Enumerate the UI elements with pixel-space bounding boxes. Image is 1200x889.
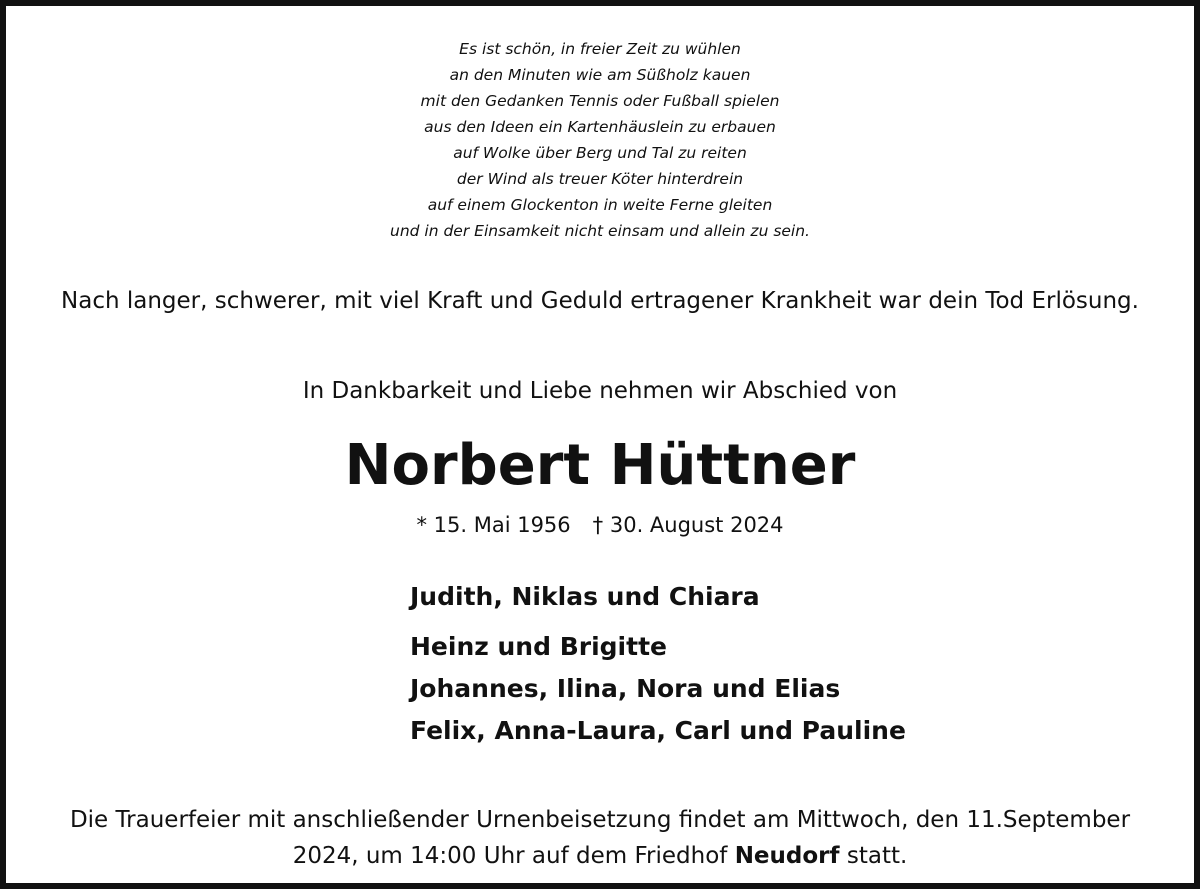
poem-line: Es ist schön, in freier Zeit zu wühlen <box>459 40 741 58</box>
birth-date: * 15. Mai 1956 <box>416 513 571 537</box>
mourner-group: Johannes, Ilina, Nora und Elias <box>410 674 841 703</box>
mourner-group: Judith, Niklas und Chiara <box>410 582 760 611</box>
ceremony-text-end: statt. <box>839 843 908 869</box>
poem-line: mit den Gedanken Tennis oder Fußball spielen <box>420 92 780 110</box>
farewell-text: In Dankbarkeit und Liebe nehmen wir Abschied von <box>302 378 898 404</box>
poem-line: und in der Einsamkeit nicht einsam und allein zu sein. <box>390 222 810 240</box>
poem-line: an den Minuten wie am Süßholz kauen <box>449 66 751 84</box>
life-dates <box>6 510 1194 540</box>
mourners-list <box>410 576 906 752</box>
ceremony-text: Die Trauerfeier mit anschließender Urnenbeisetzung findet am Mittwoch, den 11.September 2024, um 14:00 Uhr auf dem Friedhof <box>69 807 1131 869</box>
ceremony-notice <box>46 802 1154 874</box>
poem-line: aus den Ideen ein Kartenhäuslein zu erbauen <box>424 118 776 136</box>
cemetery-name: Neudorf <box>734 843 840 869</box>
poem-line: der Wind als treuer Köter hinterdrein <box>456 170 744 188</box>
mourner-group: Heinz und Brigitte <box>410 632 667 661</box>
intro-text: Nach langer, schwerer, mit viel Kraft und Geduld ertragener Krankheit war dein Tod Erlösung. <box>61 288 1139 314</box>
poem-line: auf Wolke über Berg und Tal zu reiten <box>453 144 747 162</box>
poem <box>6 36 1194 244</box>
poem-line: auf einem Glockenton in weite Ferne gleiten <box>427 196 773 214</box>
death-date: † 30. August 2024 <box>592 513 784 537</box>
deceased-name: Norbert Hüttner <box>344 433 856 498</box>
mourner-group: Felix, Anna-Laura, Carl und Pauline <box>410 716 906 745</box>
